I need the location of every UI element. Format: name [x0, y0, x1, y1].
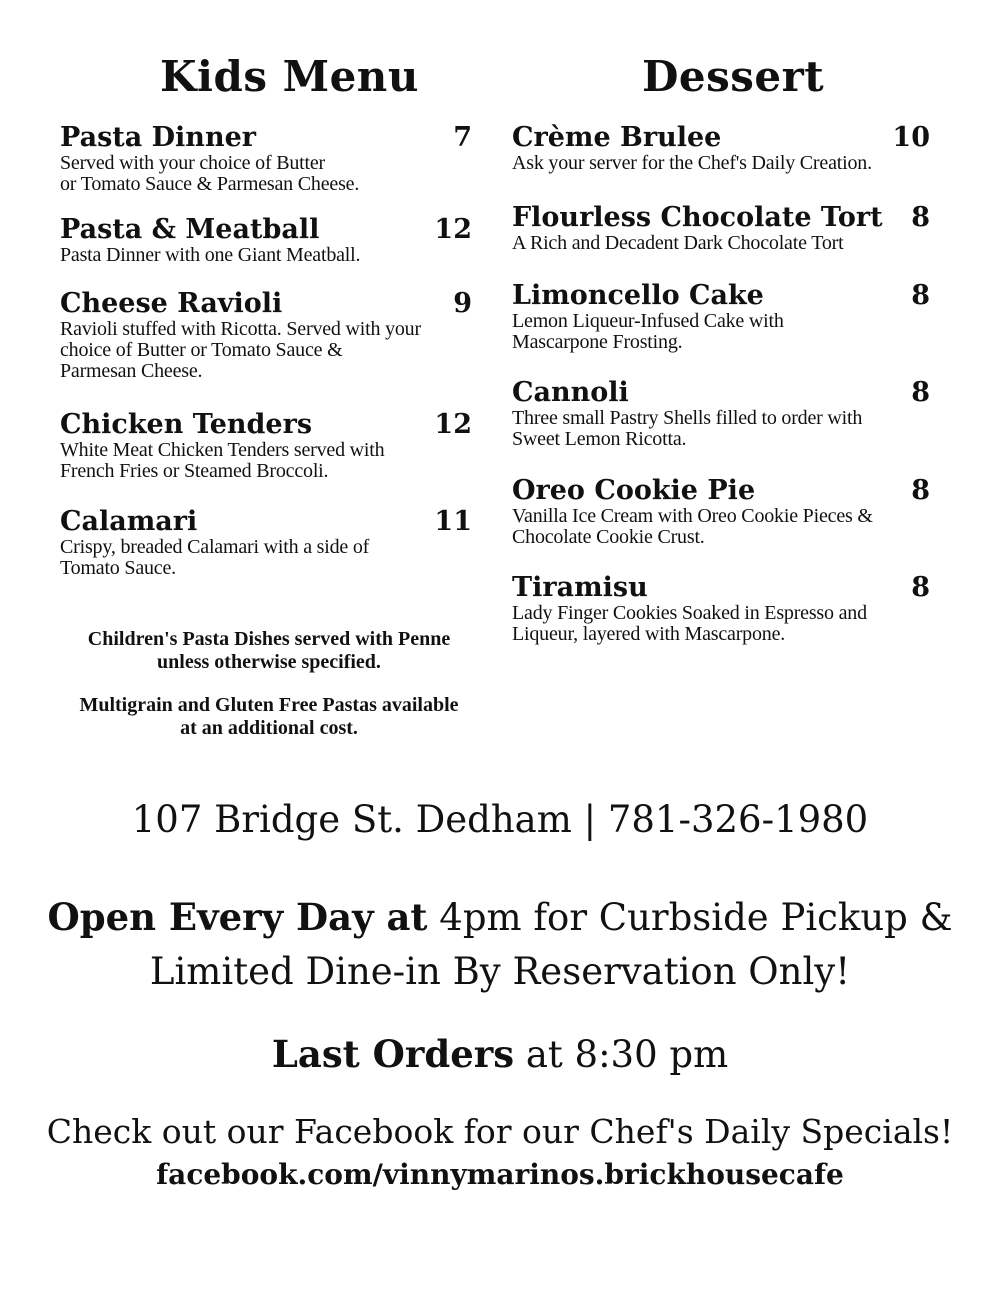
item-name: Chicken Tenders	[60, 409, 313, 440]
description-line: Liqueur, layered with Mascarpone.	[512, 623, 786, 645]
item-name: Oreo Cookie Pie	[512, 475, 756, 506]
description-line: White Meat Chicken Tenders served with	[60, 439, 385, 461]
note-line: Multigrain and Gluten Free Pastas available	[79, 694, 459, 716]
description-line: Ravioli stuffed with Ricotta. Served with your	[60, 318, 421, 340]
item-price: 11	[434, 506, 472, 537]
item-description	[512, 506, 932, 548]
note-line: unless otherwise specified.	[157, 651, 381, 673]
penne-note	[56, 628, 482, 674]
item-name: Calamari	[60, 506, 198, 537]
item-name: Limoncello Cake	[512, 280, 764, 311]
description-line: Crispy, breaded Calamari with a side of	[60, 536, 370, 558]
last-orders-label: Last Orders	[271, 1032, 515, 1076]
description-line: Chocolate Cookie Crust.	[512, 526, 705, 548]
item-description	[512, 408, 932, 450]
kids-item-chicken-tenders	[60, 409, 480, 482]
description-line: Lemon Liqueur-Infused Cake with	[512, 310, 784, 332]
open-every-day-label: Open Every Day at	[47, 895, 428, 939]
description-line: choice of Butter or Tomato Sauce &	[60, 339, 343, 361]
gluten-free-note	[56, 694, 482, 740]
item-price: 12	[434, 409, 472, 440]
dessert-item-cannoli	[512, 377, 932, 450]
description-line: Served with your choice of Butter	[60, 152, 325, 174]
item-description	[512, 233, 932, 254]
item-description	[60, 319, 480, 382]
item-name: Tiramisu	[512, 572, 648, 603]
dessert-title: Dessert	[642, 52, 825, 101]
item-name: Crème Brulee	[512, 122, 722, 153]
description-line: Three small Pastry Shells filled to order with	[512, 407, 863, 429]
last-orders-time: at 8:30 pm	[514, 1033, 729, 1076]
item-description	[60, 537, 480, 579]
item-price: 8	[911, 475, 930, 506]
description-line: Ask your server for the Chef's Daily Creation.	[512, 152, 872, 174]
description-line: Sweet Lemon Ricotta.	[512, 428, 687, 450]
item-price: 10	[892, 122, 930, 153]
description-line: Vanilla Ice Cream with Oreo Cookie Pieces &	[512, 505, 873, 527]
note-line: at an additional cost.	[180, 717, 358, 739]
dessert-item-creme-brulee	[512, 122, 932, 174]
item-name: Pasta & Meatball	[60, 214, 320, 245]
item-description	[60, 440, 480, 482]
item-price: 8	[911, 280, 930, 311]
description-line: A Rich and Decadent Dark Chocolate Tort	[512, 232, 844, 254]
item-price: 8	[911, 377, 930, 408]
kids-menu-title: Kids Menu	[160, 52, 419, 101]
opening-hours-line: Limited Dine-in By Reservation Only!	[149, 950, 851, 993]
description-line: or Tomato Sauce & Parmesan Cheese.	[60, 173, 360, 195]
description-line: Parmesan Cheese.	[60, 360, 203, 382]
note-line: Children's Pasta Dishes served with Penne	[87, 628, 451, 650]
item-description	[512, 311, 932, 353]
kids-item-pasta-dinner	[60, 122, 480, 195]
facebook-prompt: Check out our Facebook for our Chef's Daily Specials!	[46, 1112, 954, 1151]
description-line: Tomato Sauce.	[60, 557, 176, 579]
item-name: Cheese Ravioli	[60, 288, 283, 319]
description-line: Mascarpone Frosting.	[512, 331, 683, 353]
item-description	[512, 603, 932, 645]
kids-item-cheese-ravioli	[60, 288, 480, 382]
item-price: 7	[453, 122, 472, 153]
open-time-text: 4pm for Curbside Pickup &	[427, 896, 953, 939]
dessert-item-oreo-cookie-pie	[512, 475, 932, 548]
kids-item-calamari	[60, 506, 480, 579]
item-price: 8	[911, 202, 930, 233]
item-price: 9	[453, 288, 472, 319]
opening-hours-line	[0, 890, 1000, 945]
description-line: Lady Finger Cookies Soaked in Espresso and	[512, 602, 867, 624]
description-line: French Fries or Steamed Broccoli.	[60, 460, 329, 482]
item-description	[512, 153, 932, 174]
item-price: 8	[911, 572, 930, 603]
dessert-item-flourless-chocolate-tort	[512, 202, 932, 254]
address-phone: 107 Bridge St. Dedham | 781-326-1980	[131, 798, 869, 841]
item-name: Pasta Dinner	[60, 122, 256, 153]
kids-item-pasta-meatball	[60, 214, 480, 266]
last-orders	[0, 1032, 1000, 1076]
opening-hours	[0, 890, 1000, 999]
facebook-link[interactable]: facebook.com/vinnymarinos.brickhousecafe	[156, 1158, 844, 1191]
dessert-item-tiramisu	[512, 572, 932, 645]
item-price: 12	[434, 214, 472, 245]
description-line: Pasta Dinner with one Giant Meatball.	[60, 244, 361, 266]
item-name: Cannoli	[512, 377, 629, 408]
dessert-item-limoncello-cake	[512, 280, 932, 353]
item-name: Flourless Chocolate Tort	[512, 202, 883, 233]
item-description	[60, 245, 480, 266]
item-description	[60, 153, 480, 195]
